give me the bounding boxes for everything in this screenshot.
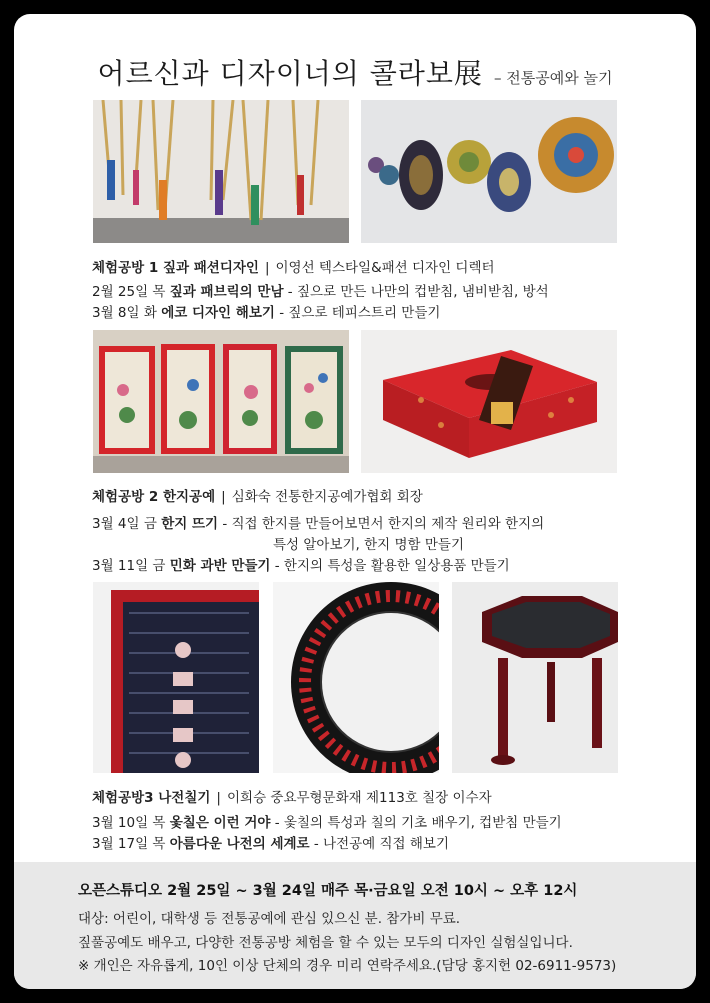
poster-title [14, 52, 696, 92]
section2-instructor: 심화숙 전통한지공예가협회 회장 [231, 489, 423, 505]
section1-title: 체험공방 1 짚과 패션디자인 [92, 260, 259, 276]
lacquer-round-plate-photo [273, 582, 439, 773]
line-date: 3월 17일 목 [92, 836, 170, 852]
line-date: 3월 4일 금 [92, 516, 162, 532]
section2-line-1 [92, 512, 544, 532]
line-program: 민화 과반 만들기 [169, 558, 271, 574]
section3-title: 체험공방3 나전칠기 [92, 790, 211, 806]
section3-instructor: 이희승 중요무형문화재 제113호 칠장 이수자 [226, 790, 492, 806]
program-description: 짚풀공예도 배우고, 다양한 전통공방 체험을 할 수 있는 모두의 디자인 실험실입니다. [78, 935, 573, 951]
section2-line-3 [92, 554, 510, 574]
line-program: 에코 디자인 해보기 [161, 305, 275, 321]
line-detail: - 짚으로 테피스트리 만들기 [274, 305, 441, 321]
poster [14, 14, 696, 989]
section3-line-1 [92, 811, 562, 831]
section1-heading [92, 256, 495, 276]
line-date: 3월 8일 화 [92, 305, 162, 321]
line-detail: - 한지의 특성을 활용한 일상용품 만들기 [270, 558, 510, 574]
line-detail: - 짚으로 만든 나만의 컵받침, 냄비받침, 방석 [283, 284, 549, 300]
section2-heading [92, 485, 423, 505]
straw-brooms-photo [93, 100, 349, 243]
woven-coasters-wall-photo [361, 100, 617, 243]
line-date: 2월 25일 목 [92, 284, 170, 300]
line-program: 짚과 패브릭의 만남 [169, 284, 284, 300]
lacquer-tray-photo [93, 582, 259, 773]
line-detail: - 직접 한지를 만들어보면서 한지의 제작 원리와 한지의 [218, 516, 545, 532]
line-date: 3월 11일 금 [92, 558, 170, 574]
section1-line-1 [92, 280, 549, 300]
info-box [14, 862, 696, 989]
section3-line-2 [92, 832, 449, 852]
open-studio-schedule: 오픈스튜디오 2월 25일 ~ 3월 24일 매주 목·금요일 오전 10시 ~ 오후 12시 [78, 883, 578, 899]
line-date: 3월 10일 목 [92, 815, 170, 831]
target-audience: 대상: 어린이, 대학생 등 전통공예에 관심 있으신 분. 참가비 무료. [78, 911, 461, 927]
section2-title: 체험공방 2 한지공예 [92, 489, 216, 505]
lacquer-octagon-table-photo [452, 582, 618, 773]
line-program: 옻칠은 이런 거야 [169, 815, 271, 831]
section1-line-2 [92, 301, 440, 321]
line-detail: 특성 알아보기, 한지 명함 만들기 [273, 537, 464, 553]
section3-separator: | [216, 790, 221, 806]
title-main: 어르신과 디자이너의 콜라보展 [97, 57, 483, 90]
section1-instructor: 이영선 텍스타일&패션 디자인 디렉터 [275, 260, 495, 276]
hanji-framed-panels-photo [93, 330, 349, 473]
section3-heading [92, 786, 492, 806]
line-program: 아름다운 나전의 세계로 [169, 836, 310, 852]
section1-separator: | [264, 260, 270, 276]
title-sub: – 전통공예와 놀기 [494, 69, 613, 87]
section2-line-2 [273, 533, 464, 553]
contact-note: ※ 개인은 자유롭게, 10인 이상 단체의 경우 미리 연락주세요.(담당 홍지헌 02-6911-9573) [78, 958, 617, 974]
line-program: 한지 뜨기 [161, 516, 219, 532]
red-hanji-tissue-box-photo [361, 330, 617, 473]
line-detail: - 옻칠의 특성과 칠의 기초 배우기, 컵받침 만들기 [270, 815, 562, 831]
section2-separator: | [221, 489, 226, 505]
line-detail: - 나전공예 직접 해보기 [309, 836, 449, 852]
